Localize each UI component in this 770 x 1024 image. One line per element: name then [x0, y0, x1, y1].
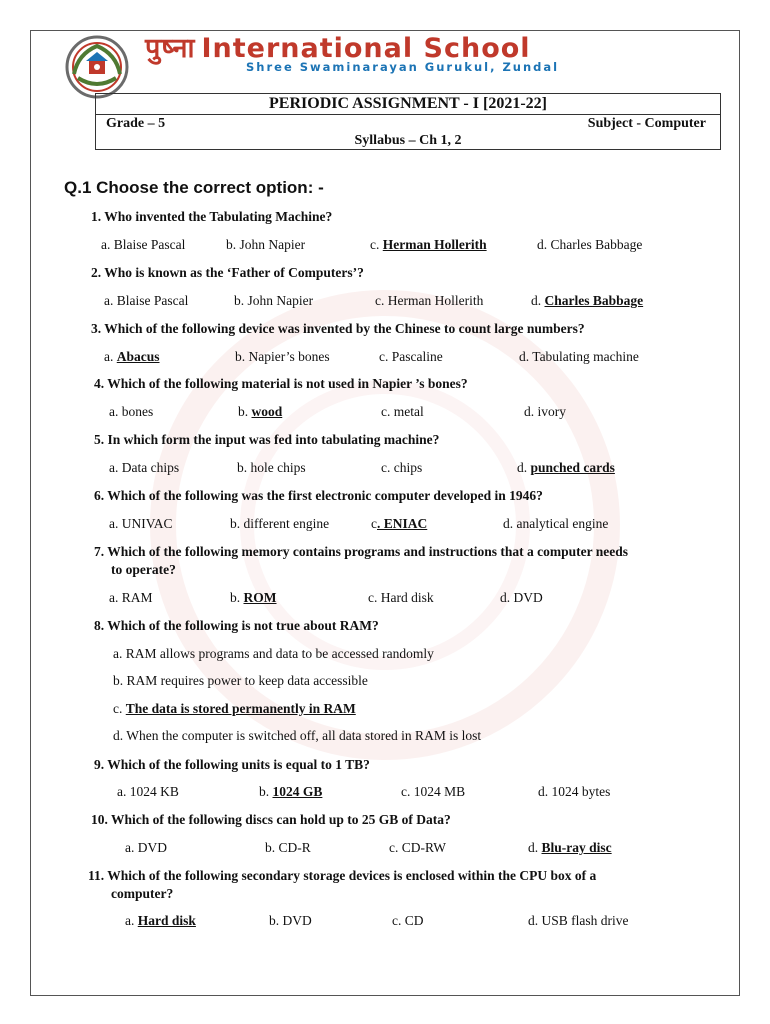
q6-option-a: a. UNIVAC: [109, 516, 173, 531]
q11-option-a: a. Hard disk: [125, 913, 196, 928]
answer-highlight: . ENIAC: [377, 516, 428, 531]
answer-highlight: Abacus: [116, 349, 160, 364]
q6-option-d: d. analytical engine: [503, 516, 609, 531]
answer-highlight: Blu-ray disc: [541, 840, 612, 855]
q11-option-b: b. DVD: [269, 913, 312, 928]
answer-highlight: 1024 GB: [272, 784, 323, 799]
q3-option-c: c. Pascaline: [379, 349, 443, 364]
answer-highlight: Herman Hollerith: [382, 237, 487, 252]
q2-option-a: a. Blaise Pascal: [104, 293, 189, 308]
q5-option-d: d. punched cards: [517, 460, 615, 475]
q9-option-d: d. 1024 bytes: [538, 784, 611, 799]
q2-option-c: c. Herman Hollerith: [375, 293, 484, 308]
q8-option-b: b. RAM requires power to keep data accessible: [113, 673, 368, 688]
grade-label: Grade – 5: [106, 116, 166, 131]
q11-option-d: d. USB flash drive: [528, 913, 629, 928]
q4-option-a: a. bones: [109, 404, 154, 419]
q4-option-b: b. wood: [238, 404, 283, 419]
question-9: 9. Which of the following units is equal to 1 TB?: [94, 757, 370, 772]
q3-option-d: d. Tabulating machine: [519, 349, 639, 364]
answer-highlight: punched cards: [530, 460, 615, 475]
answer-highlight: wood: [251, 404, 283, 419]
q4-option-d: d. ivory: [524, 404, 566, 419]
q9-option-c: c. 1024 MB: [401, 784, 466, 799]
q3-option-a: a. Abacus: [104, 349, 160, 364]
school-subtitle: Shree Swaminarayan Gurukul, Zundal: [246, 60, 560, 74]
q10-option-b: b. CD-R: [265, 840, 311, 855]
q7-option-a: a. RAM: [109, 590, 153, 605]
section-heading: Q.1 Choose the correct option: -: [64, 178, 324, 197]
q1-option-a: a. Blaise Pascal: [101, 237, 186, 252]
answer-highlight: Charles Babbage: [544, 293, 644, 308]
question-10: 10. Which of the following discs can hold up to 25 GB of Data?: [91, 812, 451, 827]
question-6: 6. Which of the following was the first electronic computer developed in 1946?: [94, 488, 543, 503]
q8-option-a: a. RAM allows programs and data to be accessed randomly: [113, 646, 434, 661]
syllabus-label: Syllabus – Ch 1, 2: [354, 133, 462, 148]
q10-option-d: d. Blu-ray disc: [528, 840, 612, 855]
school-name-hindi: पुष्ना: [145, 33, 196, 64]
q10-option-c: c. CD-RW: [389, 840, 447, 855]
school-logo: [64, 34, 130, 100]
q9-option-a: a. 1024 KB: [117, 784, 179, 799]
q2-option-b: b. John Napier: [234, 293, 314, 308]
q8-option-c: c. The data is stored permanently in RAM: [113, 701, 356, 716]
question-7-continued: to operate?: [111, 562, 176, 577]
subject-label: Subject - Computer: [587, 116, 706, 131]
header-divider: [96, 114, 720, 115]
q7-option-d: d. DVD: [500, 590, 543, 605]
q1-option-d: d. Charles Babbage: [537, 237, 643, 252]
q6-option-c: c. ENIAC: [371, 516, 428, 531]
answer-highlight: The data is stored permanently in RAM: [125, 701, 356, 716]
question-7: 7. Which of the following memory contains programs and instructions that a computer needs: [94, 544, 629, 559]
answer-highlight: ROM: [243, 590, 277, 605]
question-11-continued: computer?: [111, 886, 174, 901]
question-3: 3. Which of the following device was invented by the Chinese to count large numbers?: [91, 321, 585, 336]
q5-option-b: b. hole chips: [237, 460, 306, 475]
q9-option-b: b. 1024 GB: [259, 784, 323, 799]
question-1: 1. Who invented the Tabulating Machine?: [91, 209, 333, 224]
q1-option-c: c. Herman Hollerith: [370, 237, 487, 252]
assignment-header-box: [95, 93, 721, 150]
q1-option-b: b. John Napier: [226, 237, 306, 252]
q3-option-b: b. Napier’s bones: [235, 349, 330, 364]
q6-option-b: b. different engine: [230, 516, 330, 531]
question-8: 8. Which of the following is not true about RAM?: [94, 618, 379, 633]
school-name-english: International School: [201, 33, 531, 64]
question-11: 11. Which of the following secondary storage devices is enclosed within the CPU box of a: [88, 868, 597, 883]
q5-option-a: a. Data chips: [109, 460, 180, 475]
q7-option-b: b. ROM: [230, 590, 277, 605]
question-2: 2. Who is known as the ‘Father of Computers’?: [91, 265, 364, 280]
q5-option-c: c. chips: [381, 460, 423, 475]
question-5: 5. In which form the input was fed into tabulating machine?: [94, 432, 440, 447]
q10-option-a: a. DVD: [125, 840, 167, 855]
assignment-title: PERIODIC ASSIGNMENT - I [2021-22]: [269, 95, 547, 112]
question-4: 4. Which of the following material is not used in Napier ’s bones?: [94, 376, 468, 391]
q2-option-d: d. Charles Babbage: [531, 293, 644, 308]
q8-option-d: d. When the computer is switched off, all data stored in RAM is lost: [113, 728, 482, 743]
q4-option-c: c. metal: [381, 404, 424, 419]
q11-option-c: c. CD: [392, 913, 424, 928]
q7-option-c: c. Hard disk: [368, 590, 434, 605]
answer-highlight: Hard disk: [137, 913, 196, 928]
